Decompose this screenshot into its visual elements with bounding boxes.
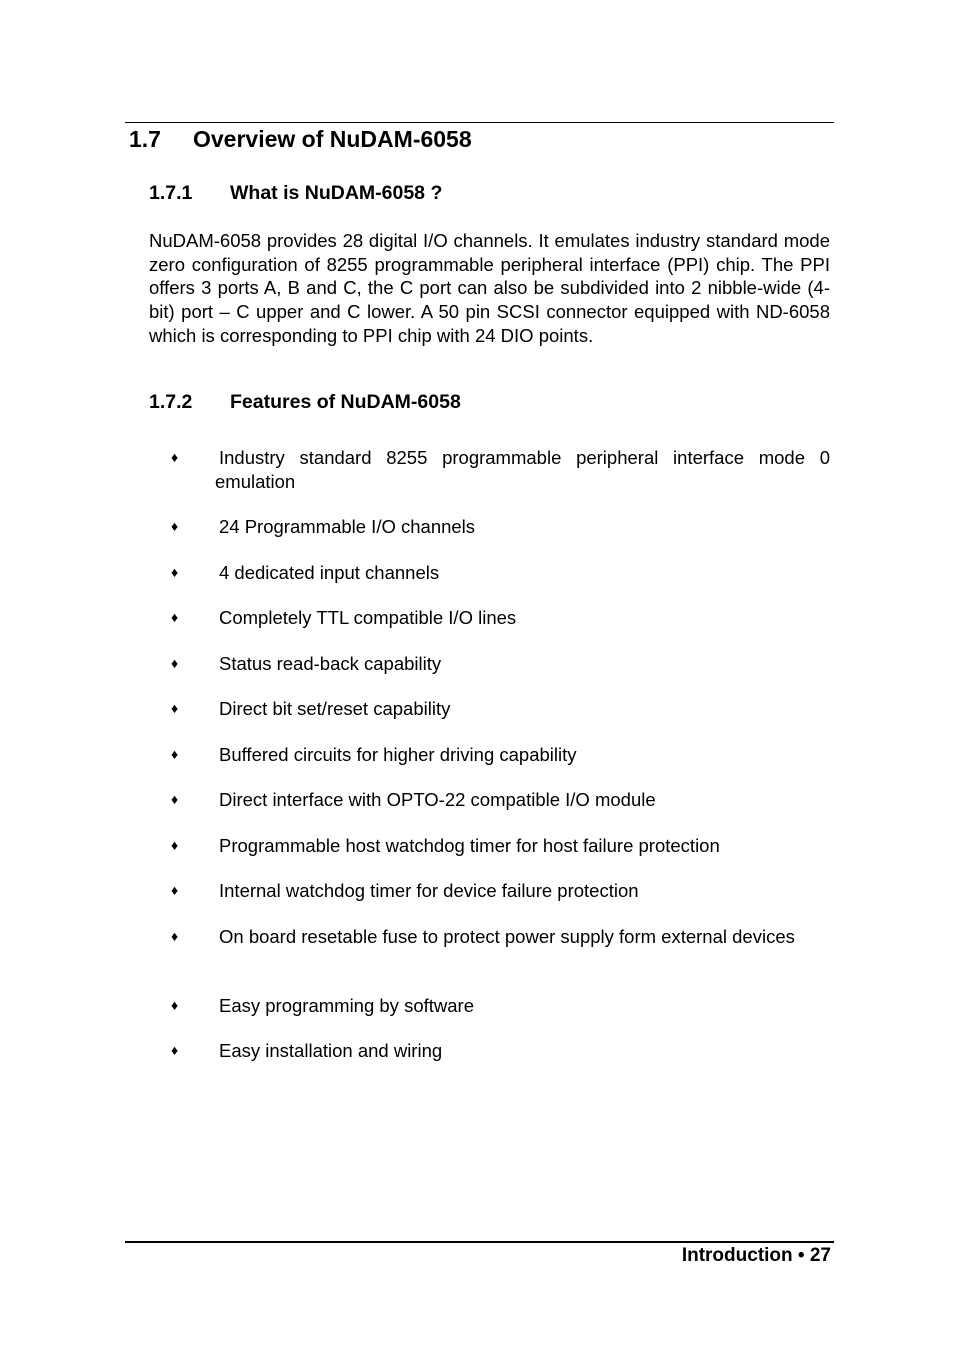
feature-text: Programmable host watchdog timer for host failure protection <box>219 835 720 856</box>
list-item <box>149 606 830 630</box>
intro-paragraph: NuDAM-6058 provides 28 digital I/O channels. It emulates industry standard mode zero configuration of 8255 programmable peripheral interface (PPI) chip. The PPI offers 3 ports A, B and C, the C port can also be subdivided into 2 nibble-wide (4-bit) port – C upper and C lower. A 50 pin SCSI connector equipped with ND-6058 which is corresponding to PPI chip with 24 DIO points. <box>149 230 830 346</box>
subsection-number: 1.7.2 <box>149 391 193 413</box>
diamond-bullet-icon: ♦ <box>171 609 179 625</box>
list-item <box>149 834 830 858</box>
list-item <box>149 446 830 493</box>
list-item <box>149 994 830 1018</box>
footer-chapter: Introduction <box>681 1245 793 1266</box>
footer-rule <box>125 1241 834 1243</box>
diamond-bullet-icon: ♦ <box>171 791 179 807</box>
header-rule <box>125 122 834 123</box>
section-heading <box>129 126 472 153</box>
subsection-heading-what-is <box>149 182 442 205</box>
section-number: 1.7 <box>129 126 161 152</box>
feature-text: Direct bit set/reset capability <box>219 698 451 719</box>
subsection-number: 1.7.1 <box>149 182 193 204</box>
list-item <box>149 561 830 585</box>
feature-text: Buffered circuits for higher driving capability <box>219 744 577 765</box>
list-item <box>149 925 830 949</box>
page-footer <box>682 1245 831 1267</box>
subsection-title: What is NuDAM-6058 ? <box>230 182 443 204</box>
footer-separator: • <box>797 1245 805 1266</box>
feature-text: Completely TTL compatible I/O lines <box>219 607 517 628</box>
diamond-bullet-icon: ♦ <box>171 449 179 465</box>
feature-text: 4 dedicated input channels <box>219 562 440 583</box>
list-item <box>149 1039 830 1063</box>
page-number: 27 <box>809 1245 831 1266</box>
list-item <box>149 788 830 812</box>
diamond-bullet-icon: ♦ <box>171 928 179 944</box>
subsection-heading-features <box>149 391 461 414</box>
diamond-bullet-icon: ♦ <box>171 564 179 580</box>
feature-text: 24 Programmable I/O channels <box>219 516 476 537</box>
feature-text: Easy programming by software <box>219 995 474 1016</box>
feature-text: On board resetable fuse to protect power supply form external devices <box>219 926 795 947</box>
diamond-bullet-icon: ♦ <box>171 1042 179 1058</box>
feature-text: Direct interface with OPTO-22 compatible I/O module <box>219 789 656 810</box>
list-item <box>149 515 830 539</box>
diamond-bullet-icon: ♦ <box>171 997 179 1013</box>
diamond-bullet-icon: ♦ <box>171 837 179 853</box>
diamond-bullet-icon: ♦ <box>171 655 179 671</box>
feature-text: Internal watchdog timer for device failure protection <box>219 880 639 901</box>
diamond-bullet-icon: ♦ <box>171 746 179 762</box>
list-item <box>149 652 830 676</box>
feature-text: Easy installation and wiring <box>219 1040 443 1061</box>
list-item <box>149 697 830 721</box>
feature-text: Industry standard 8255 programmable peripheral interface mode 0 emulation <box>215 447 830 492</box>
diamond-bullet-icon: ♦ <box>171 882 179 898</box>
section-title: Overview of NuDAM-6058 <box>193 126 472 152</box>
feature-text: Status read-back capability <box>219 653 442 674</box>
diamond-bullet-icon: ♦ <box>171 518 179 534</box>
subsection-title: Features of NuDAM-6058 <box>230 391 461 413</box>
list-item <box>149 879 830 903</box>
diamond-bullet-icon: ♦ <box>171 700 179 716</box>
list-item <box>149 743 830 767</box>
